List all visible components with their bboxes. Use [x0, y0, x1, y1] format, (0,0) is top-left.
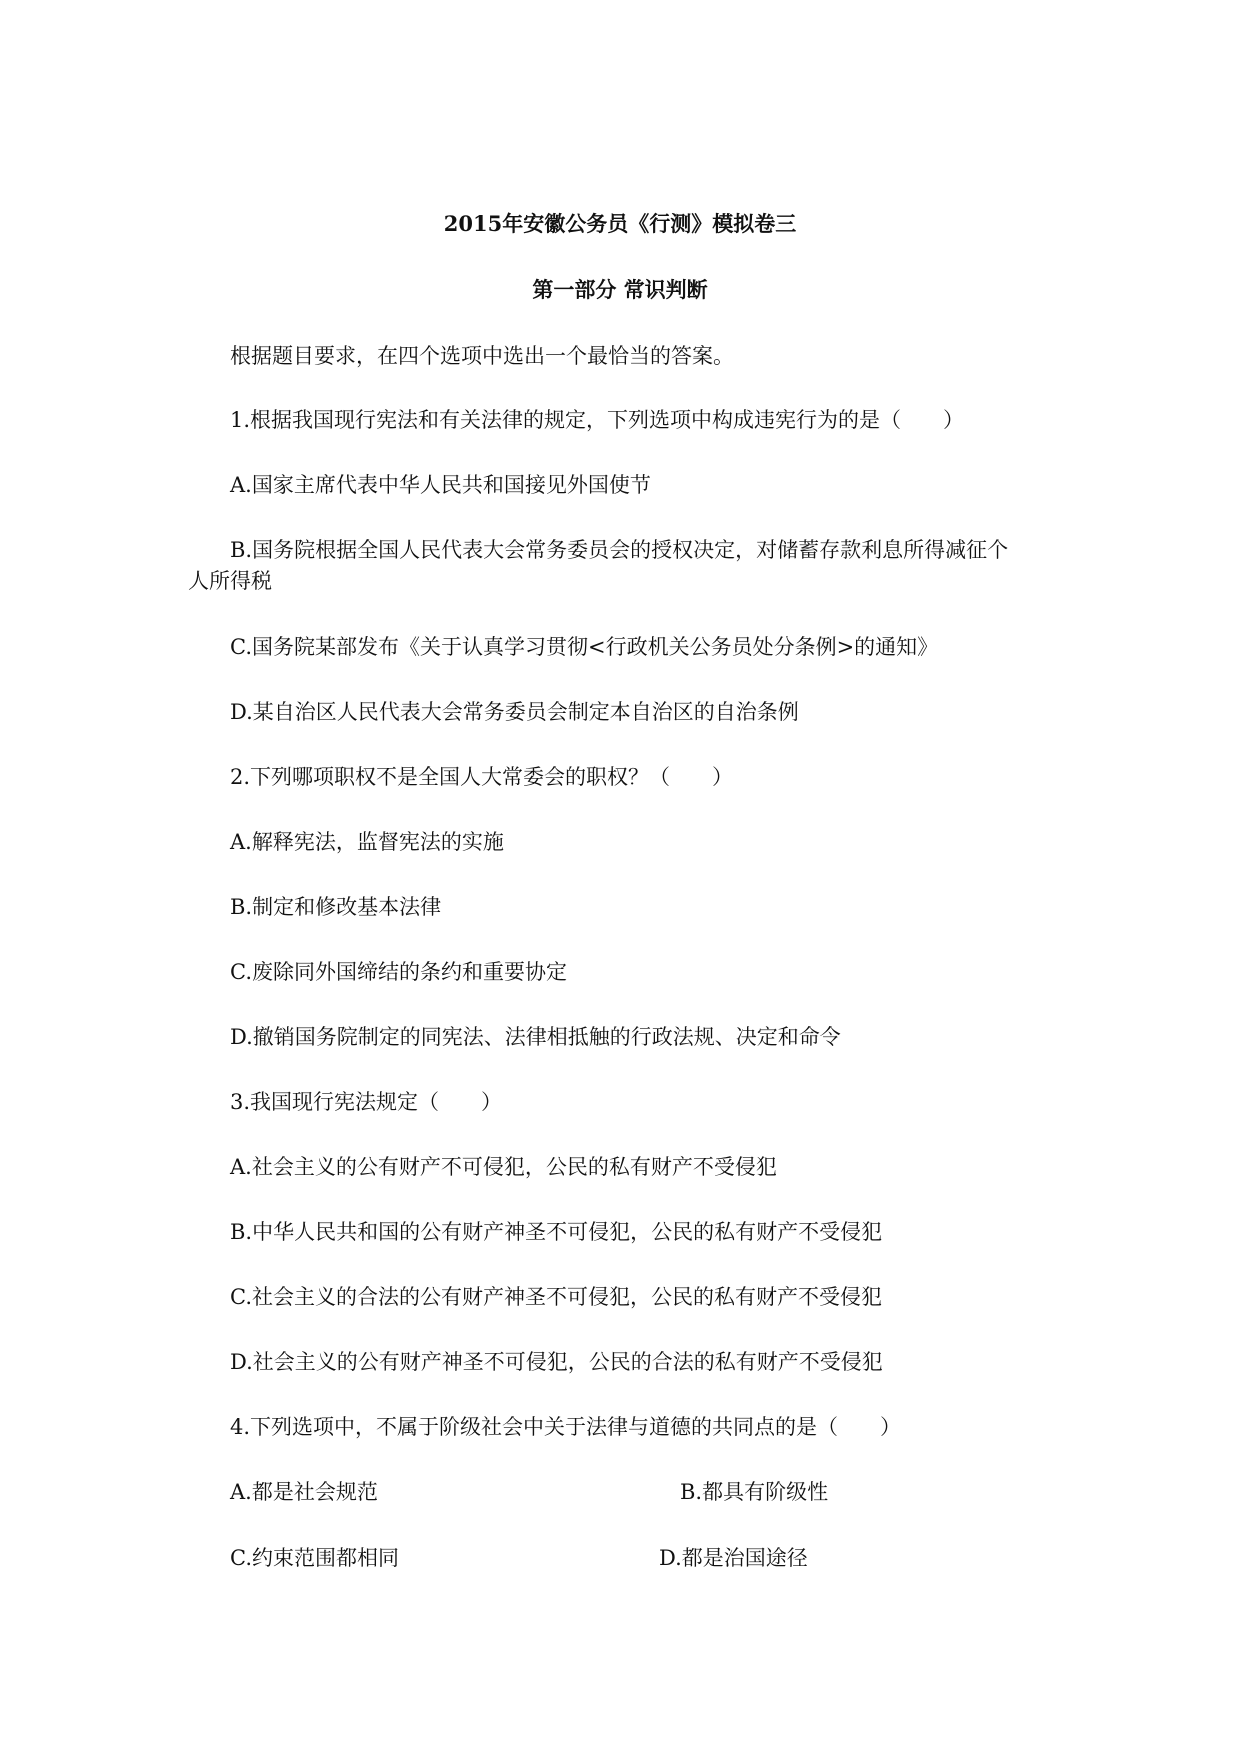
document-title: 2015年安徽公务员《行测》模拟卷三 — [443, 211, 797, 236]
question-3-option-d: D.社会主义的公有财产神圣不可侵犯，公民的合法的私有财产不受侵犯 — [230, 1350, 883, 1374]
question-2-stem: 2.下列哪项职权不是全国人大常委会的职权？（ ） — [230, 765, 734, 789]
question-1-option-a: A.国家主席代表中华人民共和国接见外国使节 — [230, 473, 651, 497]
question-3-option-c: C.社会主义的合法的公有财产神圣不可侵犯，公民的私有财产不受侵犯 — [230, 1285, 882, 1309]
question-4-option-c: C.约束范围都相同 — [230, 1546, 399, 1570]
question-3-option-b: B.中华人民共和国的公有财产神圣不可侵犯，公民的私有财产不受侵犯 — [230, 1220, 883, 1244]
question-1-option-b: B.国务院根据全国人民代表大会常务委员会的授权决定，对储蓄存款利息所得减征个 — [230, 538, 1009, 562]
question-4-stem: 4.下列选项中，不属于阶级社会中关于法律与道德的共同点的是（ ） — [230, 1415, 902, 1439]
question-2-option-d: D.撤销国务院制定的同宪法、法律相抵触的行政法规、决定和命令 — [230, 1025, 841, 1049]
question-4-option-d: D.都是治国途径 — [659, 1546, 808, 1570]
question-2-option-a: A.解释宪法，监督宪法的实施 — [230, 830, 504, 854]
section-title: 第一部分 常识判断 — [532, 277, 708, 302]
question-2-option-c: C.废除同外国缔结的条约和重要协定 — [230, 960, 567, 984]
question-1-option-d: D.某自治区人民代表大会常务委员会制定本自治区的自治条例 — [230, 700, 799, 724]
instruction-text: 根据题目要求，在四个选项中选出一个最恰当的答案。 — [230, 344, 734, 368]
question-2-option-b: B.制定和修改基本法律 — [230, 895, 442, 919]
question-1-stem: 1.根据我国现行宪法和有关法律的规定，下列选项中构成违宪行为的是（ ） — [230, 408, 965, 432]
question-3-option-a: A.社会主义的公有财产不可侵犯，公民的私有财产不受侵犯 — [230, 1155, 777, 1179]
question-1-option-b-continuation: 人所得税 — [188, 569, 272, 593]
question-4-option-a: A.都是社会规范 — [230, 1480, 378, 1504]
question-4-option-b: B.都具有阶级性 — [680, 1480, 829, 1504]
question-1-option-c: C.国务院某部发布《关于认真学习贯彻<行政机关公务员处分条例>的通知》 — [230, 635, 939, 659]
question-3-stem: 3.我国现行宪法规定（ ） — [230, 1090, 503, 1114]
